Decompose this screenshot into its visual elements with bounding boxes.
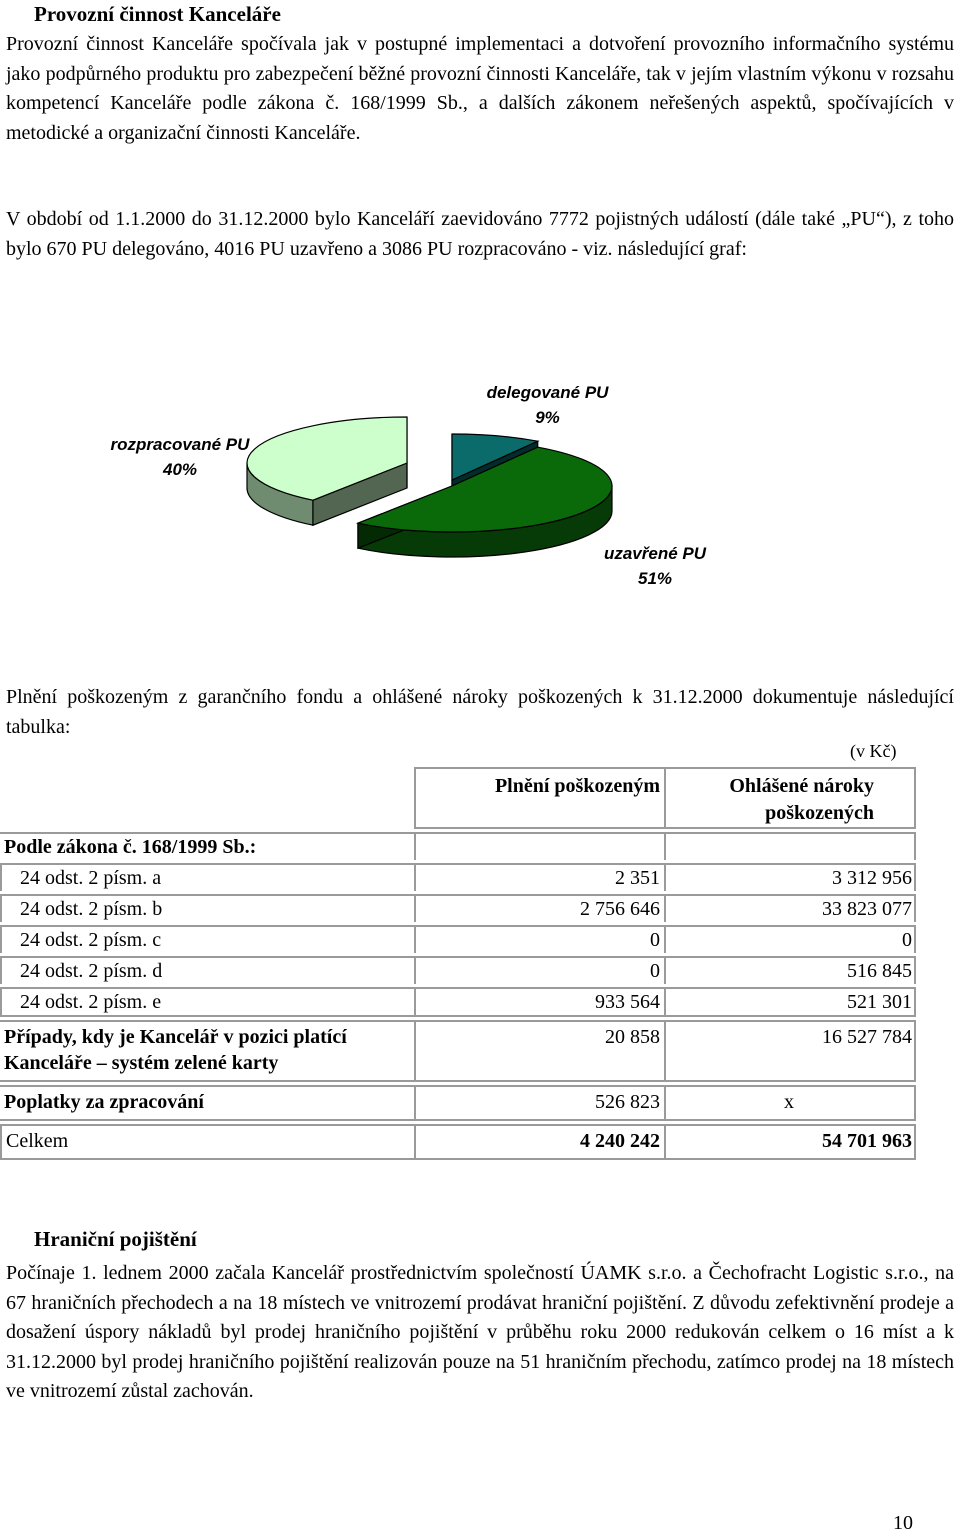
pie-label-in-progress-name: rozpracované PU: [110, 435, 250, 454]
row-label: 24 odst. 2 písm. a: [20, 867, 162, 889]
pie-label-delegated: [460, 380, 635, 430]
claims-count-paragraph: V období od 1.1.2000 do 31.12.2000 bylo Kanceláří zaevidováno 7772 pojistných událostí (dále také „PU“), z toho bylo 670 PU delegováno, 4016 PU uzavřeno a 3086 PU rozpracováno - viz. následující graf:: [6, 208, 954, 260]
row-payment-value: 2 351: [414, 863, 664, 891]
section-heading-operations: Provozní činnost Kanceláře: [34, 2, 281, 26]
page-number: 10: [893, 1512, 913, 1534]
row-label: 24 odst. 2 písm. e: [20, 991, 162, 1013]
row-label: 24 odst. 2 písm. b: [20, 898, 163, 920]
table-row: [0, 925, 916, 953]
fees-payment-value: 526 823: [414, 1085, 664, 1121]
row-claim-value: 3 312 956: [664, 863, 916, 891]
row-payment-value: 0: [414, 925, 664, 953]
table-row-fees: [0, 1085, 916, 1121]
table-row-green-card: [0, 1020, 916, 1082]
group-label: Podle zákona č. 168/1999 Sb.:: [0, 832, 414, 860]
claims-table: [0, 764, 916, 1163]
col-header-payments: Plnění poškozeným: [414, 767, 664, 829]
pie-label-in-progress: [90, 432, 270, 482]
row-claim-value: 521 301: [664, 987, 916, 1017]
pie-label-closed-name: uzavřené PU: [603, 544, 707, 563]
row-claim-value: 33 823 077: [664, 894, 916, 922]
pie-label-delegated-percent: 9%: [535, 408, 560, 427]
green-card-label: Případy, kdy je Kancelář v pozici platící Kanceláře – systém zelené karty: [0, 1020, 414, 1082]
green-card-claim-value: 16 527 784: [664, 1020, 916, 1082]
row-label: 24 odst. 2 písm. c: [20, 929, 162, 951]
table-row: [0, 987, 916, 1017]
pie-label-delegated-name: delegované PU: [486, 383, 609, 402]
row-payment-value: 0: [414, 956, 664, 984]
row-claim-value: 516 845: [664, 956, 916, 984]
operations-paragraph: Provozní činnost Kanceláře spočívala jak v postupné implementaci a dotvoření provozního informačního systému jako podpůrného produktu pro zabezpečení běžné provozní činnosti Kanceláře, tak v jejím vlastním výkonu v rozsahu kompetencí Kanceláře podle zákona č. 168/1999 Sb., a dalších zákonem neřešených aspektů, spočívajících v metodické a organizační činnosti Kanceláře.: [6, 33, 954, 144]
currency-unit-note: (v Kč): [850, 741, 897, 761]
col-header-reported-claims: Ohlášené nároky poškozených: [664, 767, 916, 829]
table-row-total: [0, 1124, 916, 1160]
section-heading-border-insurance: Hraniční pojištění: [34, 1227, 197, 1251]
pie-label-in-progress-percent: 40%: [162, 460, 198, 479]
total-claim-value: 54 701 963: [664, 1124, 916, 1160]
pie-label-closed-percent: 51%: [637, 569, 673, 588]
table-row: [0, 894, 916, 922]
row-label: 24 odst. 2 písm. d: [20, 960, 163, 982]
fees-label: Poplatky za zpracování: [0, 1085, 414, 1121]
total-payment-value: 4 240 242: [414, 1124, 664, 1160]
row-claim-value: 0: [664, 925, 916, 953]
table-intro-paragraph: Plnění poškozeným z garančního fondu a ohlášené nároky poškozených k 31.12.2000 dokumentuje následující tabulka:: [6, 686, 954, 738]
table-row: [0, 863, 916, 891]
row-payment-value: 933 564: [414, 987, 664, 1017]
pie-label-closed: [580, 541, 730, 591]
row-payment-value: 2 756 646: [414, 894, 664, 922]
table-header-row: [0, 767, 916, 829]
fees-claim-value: x: [664, 1085, 916, 1121]
table-group-row: [0, 832, 916, 860]
table-row: [0, 956, 916, 984]
total-label: Celkem: [0, 1124, 414, 1160]
green-card-payment-value: 20 858: [414, 1020, 664, 1082]
border-insurance-paragraph: Počínaje 1. lednem 2000 začala Kancelář prostřednictvím společností ÚAMK s.r.o. a Čechofracht Logistic s.r.o., na 67 hraničních přechodech a na 18 místech ve vnitrozemí prodávat hraniční pojištění. Z důvodu zefektivnění prodeje a dosažení úspory nákladů byl prodej hraničního pojištění v průběhu roku 2000 redukován celkem o 16 míst a k 31.12.2000 byl prodej hraničního pojištění realizován pouze na 51 hraničním přechodu, zatímco prodej na 18 místech ve vnitrozemí zůstal zachován.: [6, 1262, 954, 1402]
